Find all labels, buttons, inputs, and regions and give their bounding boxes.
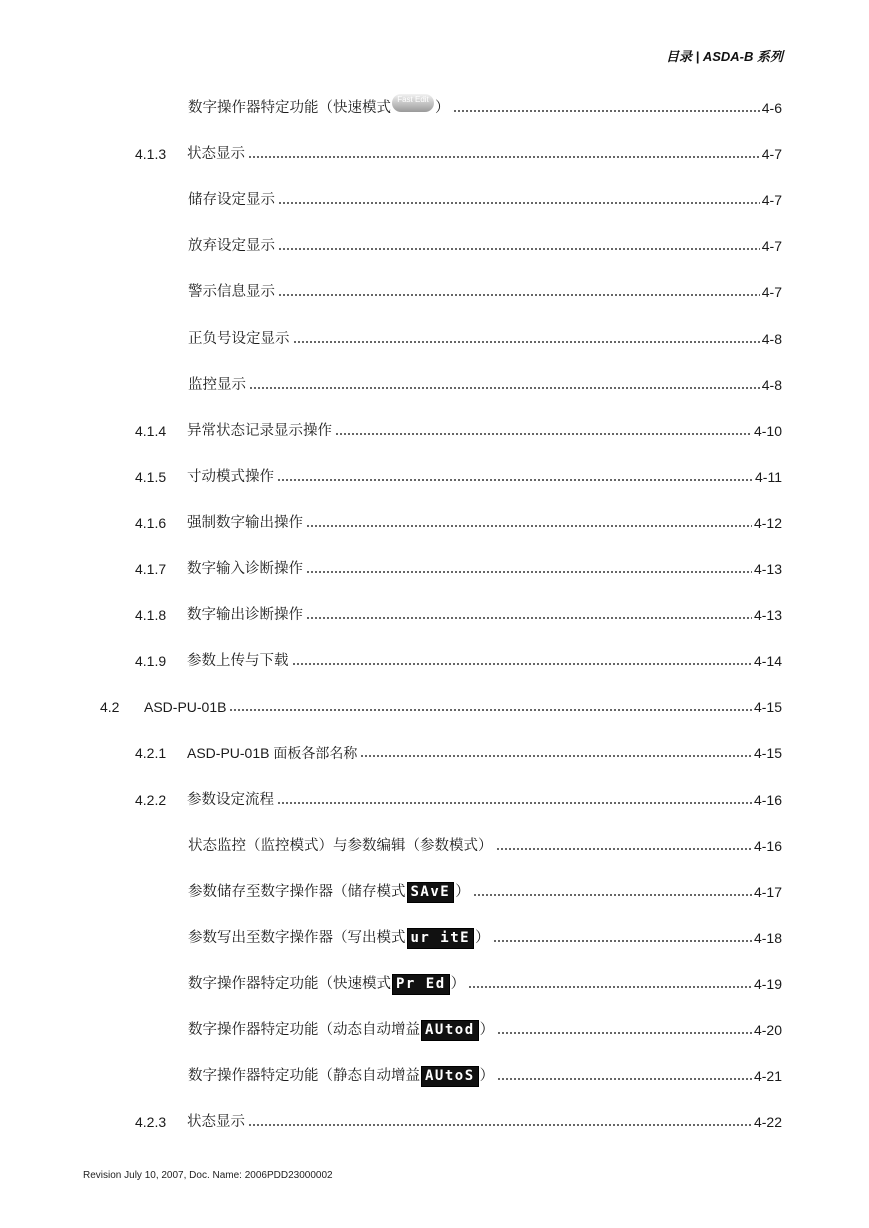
toc-entry[interactable] — [135, 466, 782, 488]
toc-entry-title-text: 状态显示 — [187, 146, 245, 162]
dot-leader — [249, 384, 760, 392]
fast-edit-button-icon: Fast Edit — [392, 94, 434, 112]
lcd-display-badge: AUtod — [421, 1020, 479, 1041]
toc-entry-number: 4.1.4 — [135, 423, 167, 439]
toc-entry-title — [188, 281, 275, 303]
toc-entry-title-text: 储存设定显示 — [188, 192, 275, 208]
toc-entry-page-number: 4-6 — [761, 100, 782, 116]
toc-entry-title — [188, 97, 450, 119]
toc-entry-title — [188, 927, 490, 949]
toc-entry-title-text: ASD-PU-01B — [144, 699, 227, 715]
dot-leader — [278, 245, 760, 253]
toc-entry-title-text: 参数写出至数字操作器（写出模式 — [188, 930, 406, 946]
page-footer: Revision July 10, 2007, Doc. Name: 2006PDD23000002 — [83, 1170, 333, 1181]
lcd-display-badge: AUtoS — [421, 1066, 479, 1087]
toc-entry-page-number: 4-7 — [761, 192, 782, 208]
toc-entry-title-text: 数字操作器特定功能（动态自动增益 — [188, 1022, 420, 1038]
dot-leader — [292, 660, 752, 668]
toc-entry-title-text: 数字操作器特定功能（快速模式 — [188, 976, 391, 992]
toc-entry-title — [144, 696, 226, 718]
toc-entry-title — [188, 881, 470, 903]
toc-entry[interactable] — [135, 742, 782, 764]
toc-entry-page-number: 4-13 — [753, 561, 782, 577]
toc-entry-title-text: 寸动模式操作 — [187, 469, 274, 485]
dot-leader — [453, 107, 760, 115]
toc-entry-page-number: 4-20 — [753, 1022, 782, 1038]
toc-entry-title — [187, 420, 332, 442]
toc-entry-title — [188, 973, 465, 995]
dot-leader — [248, 1121, 752, 1129]
toc-entry-title-text: 放弃设定显示 — [188, 238, 275, 254]
dot-leader — [293, 338, 760, 346]
toc-entry-title-text: 监控显示 — [188, 377, 246, 393]
toc-entry-title-suffix: ） — [435, 100, 450, 116]
toc-entry-title — [187, 558, 303, 580]
toc-entry-number: 4.2.2 — [135, 792, 167, 808]
toc-entry-title — [187, 512, 303, 534]
toc-entry-title — [187, 143, 245, 165]
dot-leader — [306, 568, 752, 576]
toc-entry-page-number: 4-14 — [753, 653, 782, 669]
toc-entry-title — [187, 742, 357, 764]
dot-leader — [360, 752, 752, 760]
toc-entry-number: 4.2.3 — [135, 1114, 167, 1130]
toc-entry-title-suffix: ） — [475, 930, 490, 946]
toc-entry[interactable] — [188, 281, 782, 303]
dot-leader — [306, 614, 752, 622]
dot-leader — [335, 430, 752, 438]
toc-entry-title-suffix: ） — [479, 1022, 495, 1038]
toc-entry-title-text: 数字输入诊断操作 — [187, 561, 303, 577]
toc-entry-title-suffix: ） — [479, 1068, 495, 1084]
toc-entry[interactable] — [135, 420, 782, 442]
toc-entry-title-text: 数字操作器特定功能（静态自动增益 — [188, 1068, 420, 1084]
dot-leader — [497, 1075, 752, 1083]
toc-entry-title-suffix: ） — [450, 976, 466, 992]
lcd-display-badge: Pr Ed — [392, 974, 450, 995]
toc-entry-number: 4.2 — [100, 699, 120, 715]
toc-entry-page-number: 4-15 — [753, 699, 782, 715]
toc-entry-title — [188, 328, 290, 350]
toc-entry-title-text: 状态显示 — [187, 1114, 245, 1130]
toc-entry-number: 4.1.3 — [135, 146, 167, 162]
toc-entry-title-text: ASD-PU-01B 面板各部名称 — [187, 745, 358, 761]
toc-entry-page-number: 4-19 — [753, 976, 782, 992]
toc-entry-title-text: 正负号设定显示 — [188, 331, 290, 347]
toc-entry-number: 4.1.9 — [135, 653, 167, 669]
toc-entry[interactable] — [188, 328, 782, 350]
toc-entry-page-number: 4-15 — [753, 745, 782, 761]
toc-entry-title — [188, 1065, 494, 1087]
toc-entry[interactable] — [188, 881, 782, 903]
dot-leader — [278, 291, 760, 299]
dot-leader — [248, 153, 760, 161]
toc-entry-number: 4.2.1 — [135, 745, 167, 761]
toc-entry-title-text: 参数设定流程 — [187, 792, 274, 808]
dot-leader — [496, 845, 752, 853]
toc-entry[interactable] — [100, 696, 782, 718]
toc-entry[interactable] — [135, 143, 782, 165]
toc-entry[interactable] — [188, 927, 782, 949]
toc-entry-page-number: 4-13 — [753, 607, 782, 623]
toc-entry-page-number: 4-22 — [753, 1114, 782, 1130]
toc-entry-page-number: 4-12 — [753, 515, 782, 531]
toc-entry[interactable] — [188, 97, 782, 119]
toc-entry[interactable] — [135, 650, 782, 672]
toc-entry-page-number: 4-16 — [753, 838, 782, 854]
dot-leader — [306, 522, 752, 530]
dot-leader — [473, 891, 752, 899]
toc-entry-page-number: 4-7 — [761, 284, 782, 300]
toc-entry-page-number: 4-18 — [753, 930, 782, 946]
toc-entry-title-text: 数字输出诊断操作 — [187, 607, 303, 623]
toc-entry-title — [187, 789, 274, 811]
toc-entry-title — [187, 650, 289, 672]
toc-entry[interactable] — [135, 604, 782, 626]
toc-entry-title — [187, 1111, 245, 1133]
toc-entry[interactable] — [188, 1019, 782, 1041]
dot-leader — [277, 799, 752, 807]
toc-entry-page-number: 4-7 — [761, 146, 782, 162]
toc-entry-page-number: 4-7 — [761, 238, 782, 254]
lcd-display-badge: SAvE — [407, 882, 455, 903]
toc-entry-title — [188, 835, 493, 857]
toc-entry[interactable] — [188, 835, 782, 857]
toc-entry-title-text: 数字操作器特定功能（快速模式 — [188, 100, 391, 116]
toc-entry[interactable] — [135, 558, 782, 580]
dot-leader — [468, 983, 752, 991]
toc-entry-title — [188, 235, 275, 257]
toc-entry[interactable] — [188, 973, 782, 995]
toc-entry-page-number: 4-8 — [761, 377, 782, 393]
toc-entry-title-text: 参数上传与下载 — [187, 653, 289, 669]
toc-entry-number: 4.1.5 — [135, 469, 167, 485]
toc-entry[interactable] — [188, 374, 782, 396]
toc-entry-number: 4.1.8 — [135, 607, 167, 623]
dot-leader — [277, 476, 753, 484]
dot-leader — [497, 1029, 752, 1037]
toc-entry-title — [188, 1019, 494, 1041]
toc-entry-title-suffix: ） — [455, 884, 470, 900]
toc-entry-title-text: 参数储存至数字操作器（储存模式 — [188, 884, 406, 900]
toc-entry-title-text: 强制数字输出操作 — [187, 515, 303, 531]
toc-entry[interactable] — [188, 235, 782, 257]
toc-entry-number: 4.1.6 — [135, 515, 167, 531]
toc-entry-title — [187, 604, 303, 626]
toc-entry-page-number: 4-10 — [753, 423, 782, 439]
dot-leader — [278, 199, 760, 207]
toc-entry-page-number: 4-17 — [753, 884, 782, 900]
toc-entry-title — [188, 374, 246, 396]
dot-leader — [493, 937, 752, 945]
toc-entry-page-number: 4-21 — [753, 1068, 782, 1084]
toc-entry[interactable] — [135, 789, 782, 811]
lcd-display-badge: ur itE — [407, 928, 475, 949]
toc-entry[interactable] — [135, 1111, 782, 1133]
toc-entry-title-text: 异常状态记录显示操作 — [187, 423, 332, 439]
toc-entry-title-text: 状态监控（监控模式）与参数编辑（参数模式） — [188, 838, 493, 854]
toc-entry-page-number: 4-16 — [753, 792, 782, 808]
toc-entry-title — [188, 189, 275, 211]
dot-leader — [229, 706, 752, 714]
toc-entry[interactable] — [188, 189, 782, 211]
running-header: 目录 | ASDA-B 系列 — [665, 49, 783, 64]
toc-entry[interactable] — [135, 512, 782, 534]
toc-entry-page-number: 4-8 — [761, 331, 782, 347]
toc-entry-title-text: 警示信息显示 — [188, 284, 275, 300]
toc-entry-title — [187, 466, 274, 488]
toc-entry[interactable] — [188, 1065, 782, 1087]
toc-entry-number: 4.1.7 — [135, 561, 167, 577]
toc-entry-page-number: 4-11 — [755, 469, 782, 485]
